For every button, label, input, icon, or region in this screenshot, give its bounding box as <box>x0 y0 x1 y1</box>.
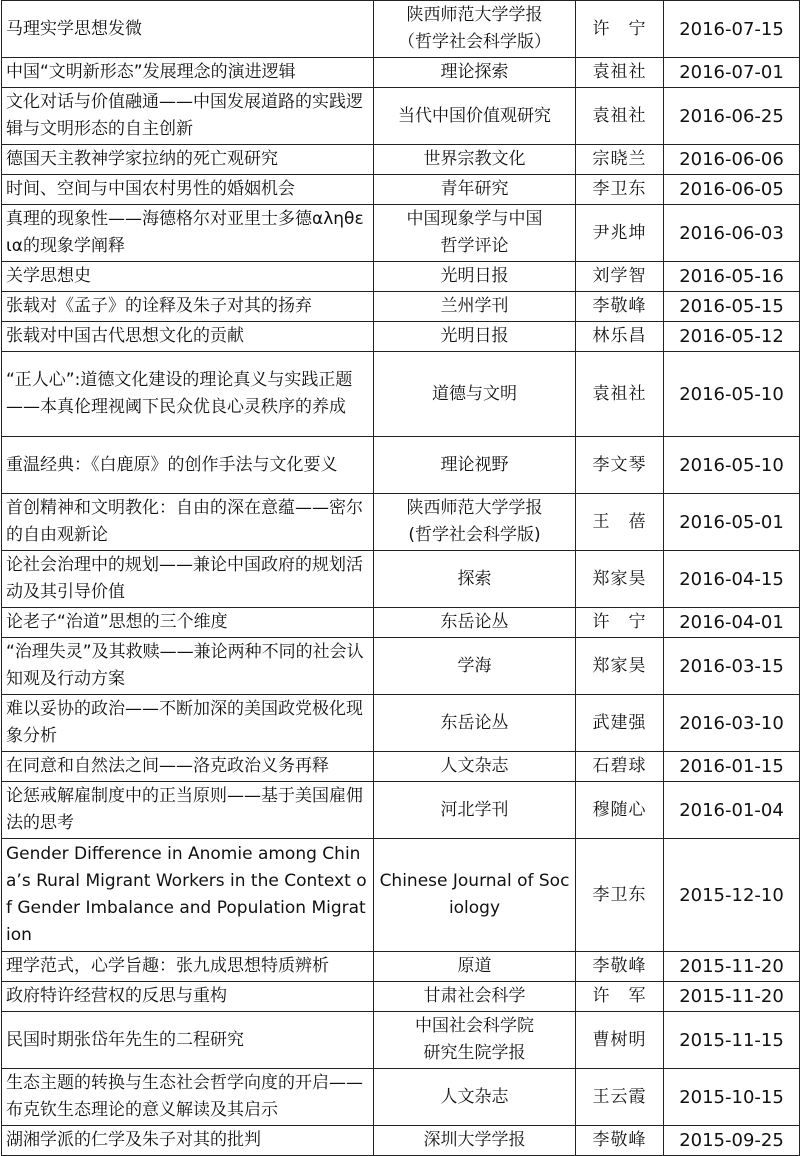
cell-title: 张载对《孟子》的诠释及朱子对其的扬弃 <box>2 292 374 322</box>
cell-title: 真理的现象性——海德格尔对亚里士多德αληθεια的现象学阐释 <box>2 205 374 262</box>
table-row <box>2 608 800 638</box>
table-row <box>2 205 800 262</box>
cell-journal: 深圳大学学报 <box>374 1126 576 1156</box>
cell-date: 2015-10-15 <box>664 1069 800 1126</box>
cell-author: 郑家昊 <box>576 551 664 608</box>
cell-author: 袁祖社 <box>576 58 664 88</box>
cell-date: 2016-05-16 <box>664 262 800 292</box>
cell-date: 2016-05-12 <box>664 322 800 352</box>
cell-journal: 光明日报 <box>374 262 576 292</box>
cell-journal: 青年研究 <box>374 175 576 205</box>
cell-author: 宗晓兰 <box>576 145 664 175</box>
cell-author: 李敬峰 <box>576 952 664 982</box>
publication-table-body <box>2 1 800 1156</box>
cell-date: 2016-06-25 <box>664 88 800 145</box>
cell-author: 林乐昌 <box>576 322 664 352</box>
cell-title: 论惩戒解雇制度中的正当原则——基于美国雇佣法的思考 <box>2 782 374 839</box>
cell-title: 文化对话与价值融通——中国发展道路的实践逻辑与文明形态的自主创新 <box>2 88 374 145</box>
cell-title: 马理实学思想发微 <box>2 1 374 58</box>
table-row <box>2 1069 800 1126</box>
table-row <box>2 752 800 782</box>
cell-author: 李文琴 <box>576 437 664 494</box>
cell-date: 2016-03-10 <box>664 695 800 752</box>
cell-title: 论社会治理中的规划——兼论中国政府的规划活动及其引导价值 <box>2 551 374 608</box>
table-row <box>2 322 800 352</box>
cell-journal: 理论视野 <box>374 437 576 494</box>
cell-author: 刘学智 <box>576 262 664 292</box>
cell-author: 郑家昊 <box>576 638 664 695</box>
cell-journal: 探索 <box>374 551 576 608</box>
cell-author: 袁祖社 <box>576 88 664 145</box>
cell-title: 重温经典：《白鹿原》的创作手法与文化要义 <box>2 437 374 494</box>
cell-date: 2016-05-01 <box>664 494 800 551</box>
cell-journal: 中国社会科学院 研究生院学报 <box>374 1012 576 1069</box>
cell-title: Gender Difference in Anomie among China’s Rural Migrant Workers in the Context of Gender Imbalance and Population Migration <box>2 839 374 952</box>
table-row <box>2 88 800 145</box>
table-row <box>2 551 800 608</box>
cell-date: 2016-03-15 <box>664 638 800 695</box>
cell-journal: 人文杂志 <box>374 752 576 782</box>
cell-date: 2016-07-01 <box>664 58 800 88</box>
cell-date: 2016-01-15 <box>664 752 800 782</box>
cell-title: 生态主题的转换与生态社会哲学向度的开启——布克钦生态理论的意义解读及其启示 <box>2 1069 374 1126</box>
table-row <box>2 952 800 982</box>
table-row <box>2 782 800 839</box>
cell-journal: 道德与文明 <box>374 352 576 437</box>
cell-title: 难以妥协的政治——不断加深的美国政党极化现象分析 <box>2 695 374 752</box>
cell-title: 首创精神和文明教化：自由的深在意蕴——密尔的自由观新论 <box>2 494 374 551</box>
cell-title: “正人心”:道德文化建设的理论真义与实践正题——本真伦理视阈下民众优良心灵秩序的养成 <box>2 352 374 437</box>
table-row <box>2 1012 800 1069</box>
cell-title: 论老子“治道”思想的三个维度 <box>2 608 374 638</box>
cell-date: 2016-01-04 <box>664 782 800 839</box>
cell-author: 许 宁 <box>576 1 664 58</box>
table-row <box>2 437 800 494</box>
cell-journal: 理论探索 <box>374 58 576 88</box>
table-row <box>2 352 800 437</box>
cell-author: 石碧球 <box>576 752 664 782</box>
cell-title: 民国时期张岱年先生的二程研究 <box>2 1012 374 1069</box>
cell-date: 2016-06-05 <box>664 175 800 205</box>
cell-author: 尹兆坤 <box>576 205 664 262</box>
cell-journal: 学海 <box>374 638 576 695</box>
cell-title: 德国天主教神学家拉纳的死亡观研究 <box>2 145 374 175</box>
cell-title: “治理失灵”及其救赎——兼论两种不同的社会认知观及行动方案 <box>2 638 374 695</box>
cell-author: 李敬峰 <box>576 292 664 322</box>
cell-author: 李敬峰 <box>576 1126 664 1156</box>
cell-date: 2016-04-15 <box>664 551 800 608</box>
cell-journal: 河北学刊 <box>374 782 576 839</box>
cell-title: 湖湘学派的仁学及朱子对其的批判 <box>2 1126 374 1156</box>
cell-author: 李卫东 <box>576 175 664 205</box>
cell-author: 袁祖社 <box>576 352 664 437</box>
cell-author: 王云霞 <box>576 1069 664 1126</box>
cell-date: 2015-09-25 <box>664 1126 800 1156</box>
table-row <box>2 292 800 322</box>
table-row <box>2 695 800 752</box>
table-row <box>2 175 800 205</box>
cell-title: 张载对中国古代思想文化的贡献 <box>2 322 374 352</box>
cell-author: 李卫东 <box>576 839 664 952</box>
cell-journal: Chinese Journal of Sociology <box>374 839 576 952</box>
cell-title: 中国“文明新形态”发展理念的演进逻辑 <box>2 58 374 88</box>
cell-journal: 甘肃社会科学 <box>374 982 576 1012</box>
table-row <box>2 982 800 1012</box>
cell-author: 武建强 <box>576 695 664 752</box>
cell-title: 在同意和自然法之间——洛克政治义务再释 <box>2 752 374 782</box>
cell-author: 曹树明 <box>576 1012 664 1069</box>
cell-journal: 陕西师范大学学报 (哲学社会科学版) <box>374 494 576 551</box>
cell-date: 2016-06-06 <box>664 145 800 175</box>
table-row <box>2 638 800 695</box>
cell-date: 2016-05-10 <box>664 352 800 437</box>
cell-date: 2016-05-15 <box>664 292 800 322</box>
cell-journal: 中国现象学与中国 哲学评论 <box>374 205 576 262</box>
cell-title: 政府特许经营权的反思与重构 <box>2 982 374 1012</box>
cell-date: 2016-07-15 <box>664 1 800 58</box>
cell-journal: 当代中国价值观研究 <box>374 88 576 145</box>
cell-date: 2016-05-10 <box>664 437 800 494</box>
table-row <box>2 145 800 175</box>
cell-date: 2015-11-20 <box>664 982 800 1012</box>
publication-table <box>1 0 800 1156</box>
cell-journal: 原道 <box>374 952 576 982</box>
cell-date: 2015-11-15 <box>664 1012 800 1069</box>
cell-author: 许 宁 <box>576 608 664 638</box>
cell-title: 理学范式，心学旨趣：张九成思想特质辨析 <box>2 952 374 982</box>
table-row <box>2 58 800 88</box>
cell-author: 王 蓓 <box>576 494 664 551</box>
cell-journal: 兰州学刊 <box>374 292 576 322</box>
cell-journal: 世界宗教文化 <box>374 145 576 175</box>
cell-author: 穆随心 <box>576 782 664 839</box>
table-row <box>2 494 800 551</box>
cell-date: 2015-11-20 <box>664 952 800 982</box>
cell-journal: 东岳论丛 <box>374 695 576 752</box>
table-row <box>2 839 800 952</box>
cell-author: 许 军 <box>576 982 664 1012</box>
table-row <box>2 1 800 58</box>
cell-journal: 东岳论丛 <box>374 608 576 638</box>
cell-journal: 光明日报 <box>374 322 576 352</box>
cell-title: 时间、空间与中国农村男性的婚姻机会 <box>2 175 374 205</box>
cell-journal: 陕西师范大学学报 （哲学社会科学版） <box>374 1 576 58</box>
cell-date: 2015-12-10 <box>664 839 800 952</box>
cell-date: 2016-04-01 <box>664 608 800 638</box>
table-row <box>2 1126 800 1156</box>
cell-title: 关学思想史 <box>2 262 374 292</box>
table-row <box>2 262 800 292</box>
cell-date: 2016-06-03 <box>664 205 800 262</box>
cell-journal: 人文杂志 <box>374 1069 576 1126</box>
